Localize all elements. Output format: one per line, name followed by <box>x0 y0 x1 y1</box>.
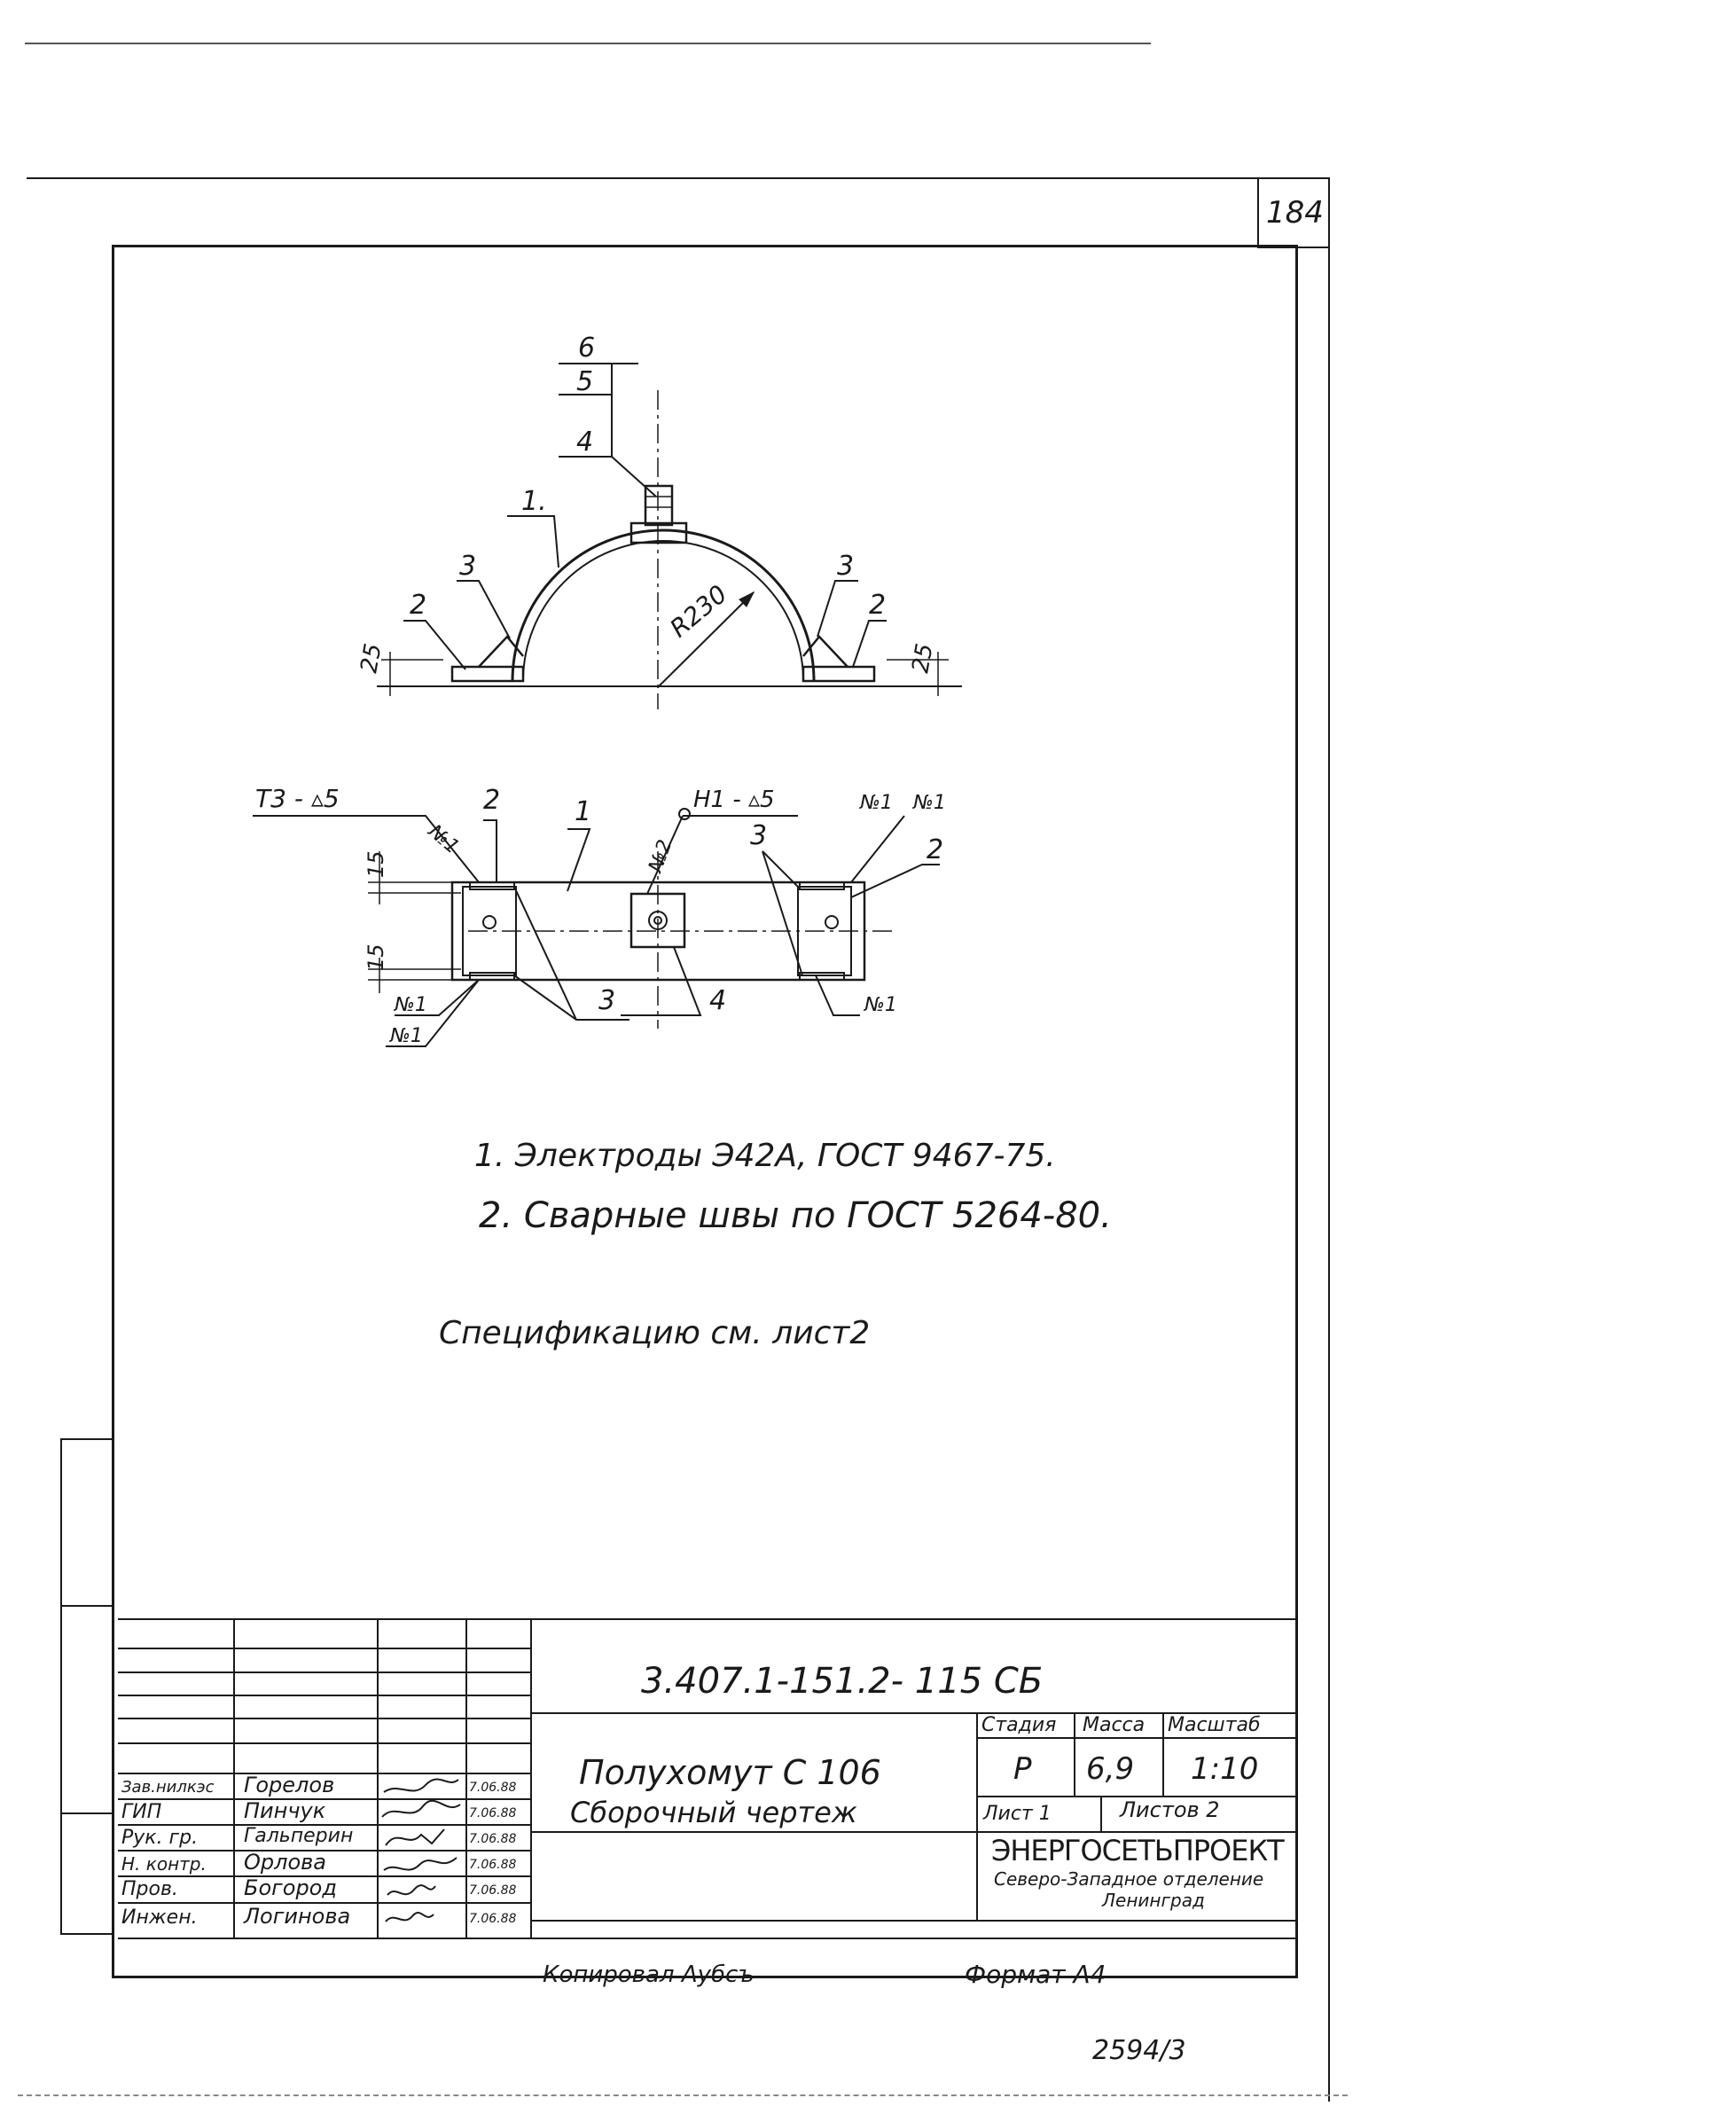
semi-clamp-arc-inner <box>523 541 803 681</box>
leader-2-left <box>403 621 465 669</box>
callout-4: 4 <box>576 427 594 458</box>
leader-1 <box>507 516 559 568</box>
archive-number: 2594/3 <box>1092 2035 1186 2066</box>
sig-date-0: 7.06.88 <box>469 1781 517 1795</box>
sig-name-3: Орлова <box>244 1850 326 1875</box>
sig-name-0: Горелов <box>244 1773 335 1797</box>
sig-date-2: 7.06.88 <box>469 1832 517 1846</box>
seam-left-1: №1 <box>424 820 464 859</box>
sig-date-1: 7.06.88 <box>469 1806 517 1820</box>
sig-date-4: 7.06.88 <box>469 1883 517 1898</box>
sheet-number: 184 <box>1266 195 1324 231</box>
spec-reference: Спецификацию см. лист2 <box>439 1315 871 1351</box>
leader-3-left <box>457 581 510 638</box>
seam-right-3: №1 <box>864 994 897 1016</box>
sig-role-3: Н. контр. <box>121 1853 207 1875</box>
organization-city: Ленинград <box>1102 1890 1205 1911</box>
callout-3-right: 3 <box>837 551 855 582</box>
document-code: 3.407.1-151.2- 115 СБ <box>641 1661 1044 1702</box>
sig-name-5: Логинова <box>244 1904 351 1929</box>
sig-name-2: Гальперин <box>244 1825 354 1847</box>
sheet-format: Формат А4 <box>965 1960 1107 1989</box>
mass-value: 6,9 <box>1086 1751 1135 1787</box>
weld-symbol-left: Т3 - ▵5 <box>255 784 340 813</box>
sig-role-4: Пров. <box>121 1878 178 1900</box>
seam-right-2: №1 <box>913 792 946 814</box>
callout-2-left: 2 <box>410 590 427 621</box>
sig-name-4: Богород <box>244 1875 337 1900</box>
seam-left-2: №1 <box>395 994 427 1016</box>
seam-center: №2 <box>645 836 677 876</box>
leader-4 <box>559 457 656 497</box>
organization-branch: Северо-Западное отделение <box>994 1868 1264 1890</box>
sig-role-2: Рук. гр. <box>121 1827 199 1849</box>
plan-callout-3-top: 3 <box>750 820 768 851</box>
stage-value: Р <box>1013 1751 1032 1787</box>
copied-by: Копировал Аубсъ <box>543 1961 755 1988</box>
binding-strip <box>60 1438 112 1935</box>
mass-label: Масса <box>1083 1714 1146 1736</box>
stage-label: Стадия <box>981 1714 1057 1736</box>
plan-callout-4: 4 <box>709 985 727 1016</box>
leader-2-right <box>853 621 887 667</box>
leader-3-right <box>817 581 858 637</box>
drawing-title: Полухомут С 106 <box>579 1753 881 1792</box>
title-block <box>118 1618 1295 1938</box>
callout-5: 5 <box>576 366 594 397</box>
callout-1: 1. <box>521 486 547 517</box>
plan-callout-2-left: 2 <box>483 785 501 816</box>
plan-callout-3-bottom: 3 <box>598 985 616 1016</box>
radius-label: R230 <box>664 579 733 644</box>
sheet-label: Лист 1 <box>983 1803 1052 1825</box>
callout-2-right: 2 <box>869 590 887 621</box>
seam-right-1: №1 <box>860 792 893 814</box>
signature-scribbles <box>377 1773 465 1938</box>
plan-callout-2-right: 2 <box>927 834 944 865</box>
scale-label: Масштаб <box>1168 1714 1261 1736</box>
note-1: 1. Электроды Э42А, ГОСТ 9467-75. <box>474 1138 1056 1174</box>
sig-date-3: 7.06.88 <box>469 1858 517 1872</box>
sig-role-0: Зав.нилкэс <box>121 1778 215 1797</box>
bottom-dashed-edge <box>18 2094 1348 2096</box>
dim-25-right: 25 <box>907 641 939 676</box>
weld-symbol-right: Н1 - ▵5 <box>693 787 775 813</box>
sig-role-1: ГИП <box>121 1801 162 1823</box>
scale-value: 1:10 <box>1191 1751 1259 1787</box>
drawing-subtitle: Сборочный чертеж <box>570 1796 857 1829</box>
sig-name-1: Пинчук <box>244 1798 326 1823</box>
organization-name: ЭНЕРГОСЕТЬПРОЕКТ <box>991 1834 1284 1867</box>
sig-date-5: 7.06.88 <box>469 1912 517 1926</box>
dim-25-left: 25 <box>356 641 387 676</box>
plan-callout-1: 1 <box>575 796 592 827</box>
seam-left-3: №1 <box>390 1025 423 1047</box>
note-2: 2. Сварные швы по ГОСТ 5264-80. <box>479 1195 1112 1236</box>
stud-nut <box>645 486 672 525</box>
sheets-label: Листов 2 <box>1120 1797 1220 1822</box>
callout-3-left: 3 <box>459 551 477 582</box>
callout-6: 6 <box>578 333 596 364</box>
sig-role-5: Инжен. <box>121 1906 198 1929</box>
dim-15-bottom: 15 <box>364 943 388 971</box>
dim-15-top: 15 <box>364 850 388 878</box>
